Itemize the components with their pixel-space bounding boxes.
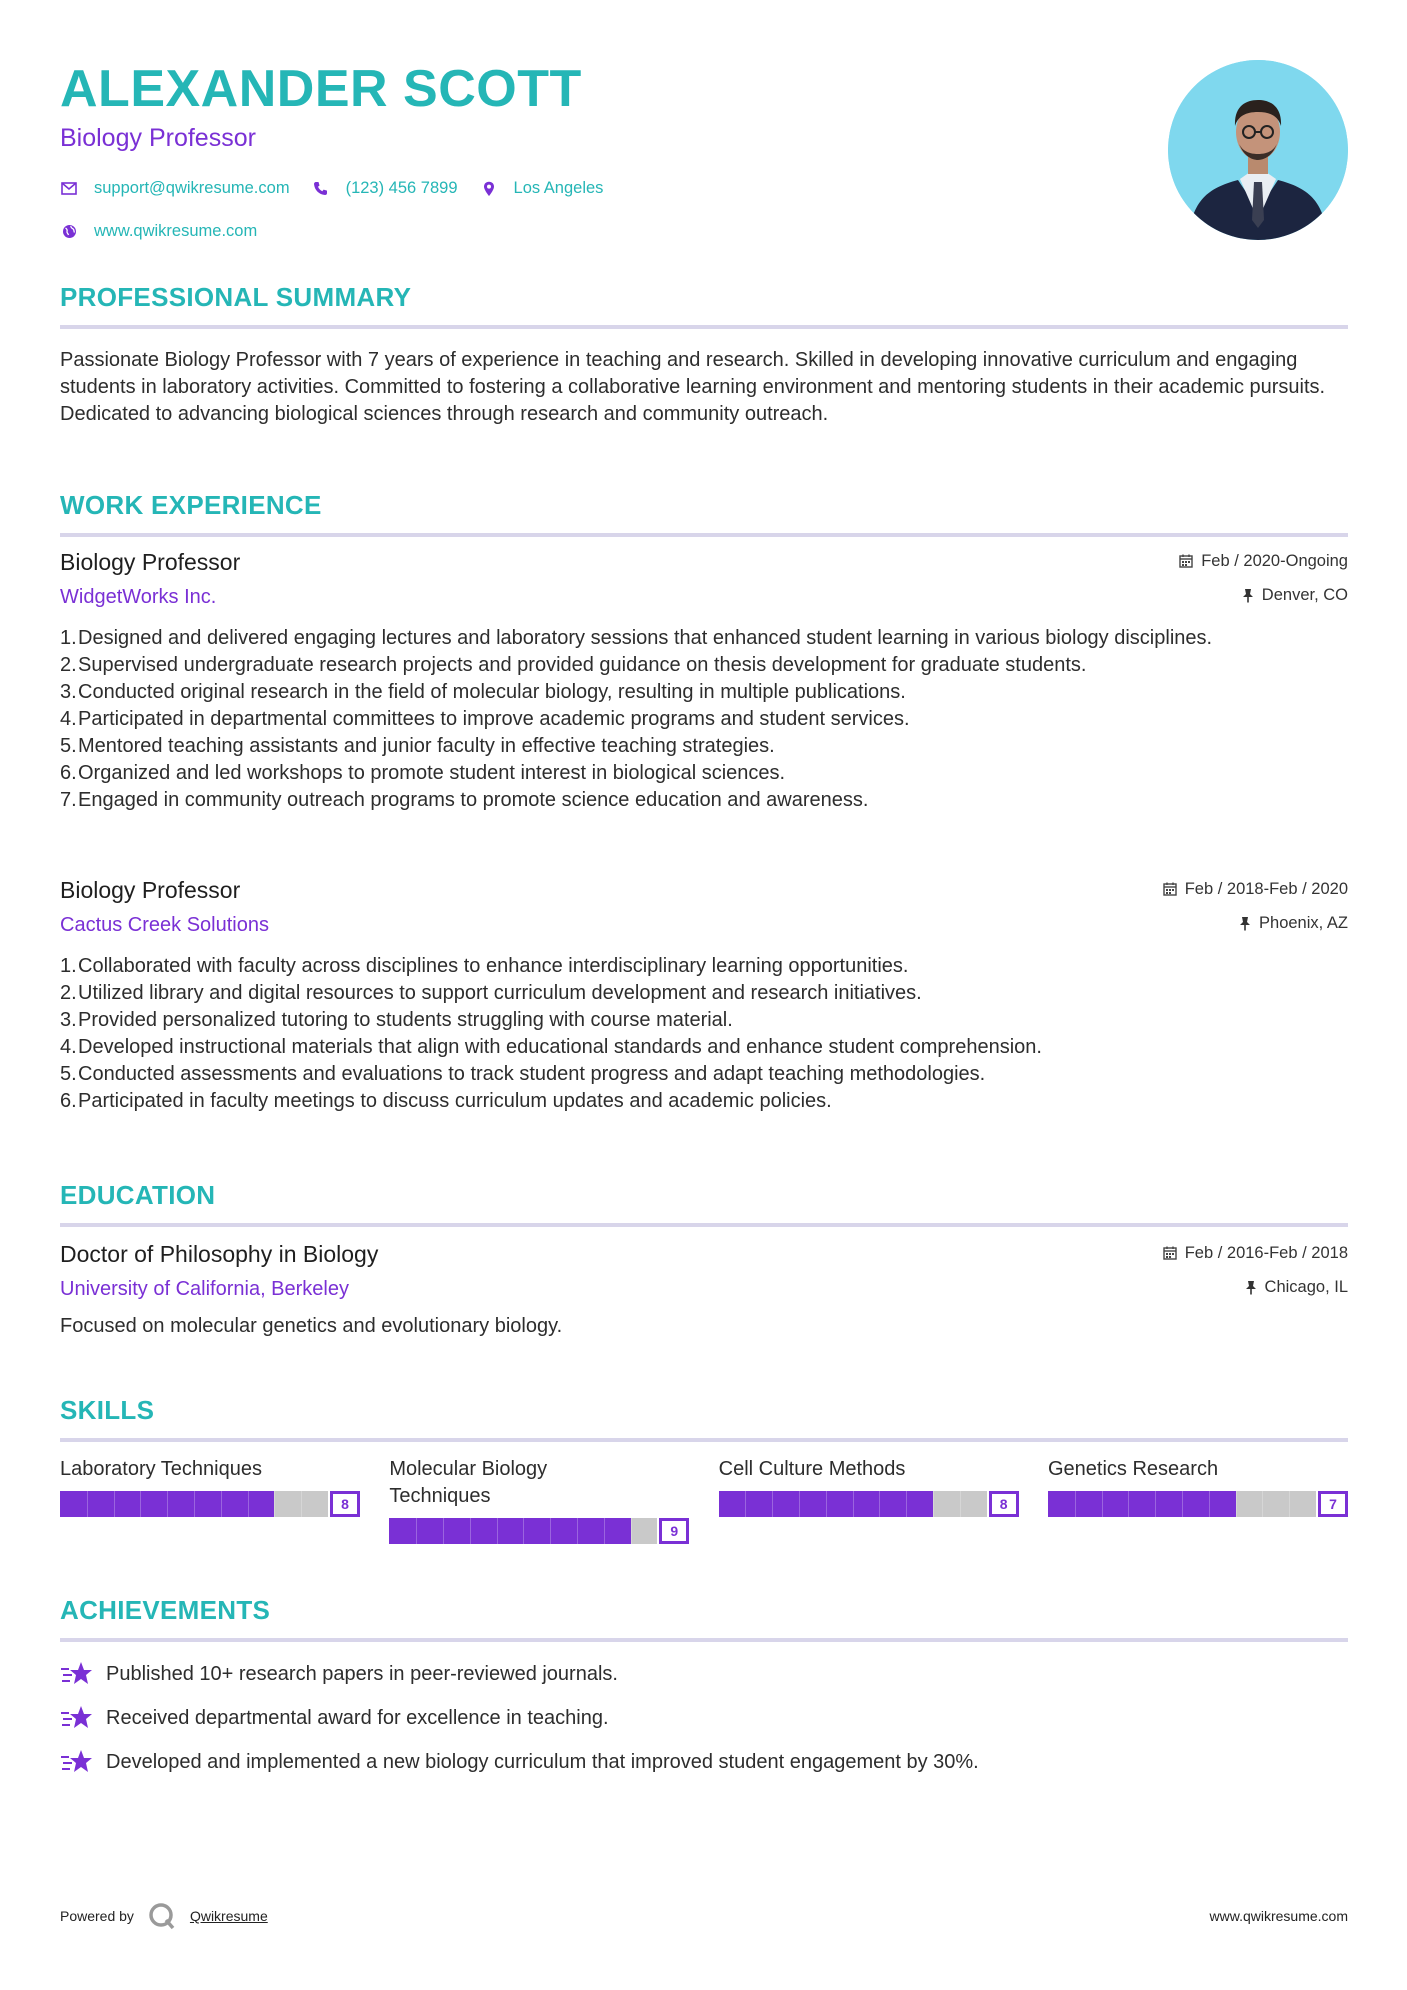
job-meta: [1163, 877, 1348, 935]
skill-bar-segment: [826, 1491, 827, 1517]
job-location-text: Phoenix, AZ: [1259, 913, 1348, 932]
calendar-icon: [1179, 554, 1193, 568]
skill-bar-segment: [853, 1491, 854, 1517]
skill-name: Laboratory Techniques: [60, 1458, 262, 1480]
skill-item: [60, 1456, 360, 1544]
job-location-text: Denver, CO: [1261, 585, 1348, 604]
skill-bar-segment: [879, 1491, 880, 1517]
contact-location: [480, 179, 604, 198]
contact-website[interactable]: [60, 222, 257, 241]
skill-bar-segment: [1155, 1491, 1156, 1517]
skill-score: 7: [1318, 1491, 1348, 1517]
envelope-icon: [60, 180, 78, 198]
pushpin-icon: [1239, 916, 1251, 931]
job-location: [1163, 911, 1348, 935]
list-item: 1. Designed and delivered engaging lectures and laboratory sessions that enhanced student learning in various biology disciplines.: [60, 627, 1213, 649]
pushpin-icon: [1242, 588, 1254, 603]
job-company: WidgetWorks Inc.: [60, 586, 217, 608]
skill-item: [389, 1456, 689, 1544]
skill-bar: [60, 1491, 360, 1517]
education-location: [1163, 1275, 1348, 1299]
list-item: 5. Conducted assessments and evaluations to track student progress and adapt teaching methodologies.: [60, 1063, 986, 1085]
phone-text: (123) 456 7899: [345, 179, 458, 197]
skill-bar-segment: [443, 1518, 444, 1544]
job-dates: [1179, 549, 1348, 573]
section-divider: [60, 1223, 1348, 1227]
skill-bar-segment: [523, 1518, 524, 1544]
achievement-text: Published 10+ research papers in peer-reviewed journals.: [106, 1662, 618, 1685]
skill-bar: [389, 1518, 689, 1544]
skill-bar-segment: [799, 1491, 800, 1517]
skill-bar: [1048, 1491, 1348, 1517]
skill-bar-track: [60, 1491, 328, 1517]
contact-email[interactable]: [60, 179, 290, 198]
experience-title: WORK EXPERIENCE: [60, 490, 322, 520]
skill-bar-segment: [470, 1518, 471, 1544]
skill-bar-fill: [389, 1518, 630, 1544]
skill-bar-track: [389, 1518, 657, 1544]
map-pin-icon: [480, 180, 498, 198]
skill-bar-fill: [1048, 1491, 1236, 1517]
section-divider: [60, 1638, 1348, 1642]
skill-bar-segment: [631, 1518, 632, 1544]
skill-bar-segment: [1128, 1491, 1129, 1517]
job-dates: [1163, 877, 1348, 901]
section-divider: [60, 1438, 1348, 1442]
list-item: 3. Conducted original research in the field of molecular biology, resulting in multiple publications.: [60, 681, 906, 703]
school-name: University of California, Berkeley: [60, 1278, 349, 1300]
skill-item: [1048, 1456, 1348, 1544]
skill-name: Cell Culture Methods: [718, 1458, 906, 1480]
footer-website[interactable]: www.qwikresume.com: [1209, 1908, 1348, 1924]
phone-icon: [312, 180, 330, 198]
skill-bar-segment: [416, 1518, 417, 1544]
education-location-text: Chicago, IL: [1264, 1277, 1348, 1296]
job-bullets: [60, 953, 1348, 1115]
skill-bar-segment: [497, 1518, 498, 1544]
powered-by: [60, 1902, 268, 1930]
job-meta: [1179, 549, 1348, 607]
skill-bar-segment: [960, 1491, 961, 1517]
skill-score: 8: [330, 1491, 360, 1517]
section-divider: [60, 533, 1348, 537]
skill-bar-segment: [274, 1491, 275, 1517]
skill-bar-segment: [577, 1518, 578, 1544]
website-text: www.qwikresume.com: [94, 222, 258, 240]
skill-bar-segment: [248, 1491, 249, 1517]
job-bullets: [60, 625, 1348, 814]
job-dates-text: Feb / 2020-Ongoing: [1201, 551, 1348, 570]
education-entry: [60, 1241, 1348, 1340]
skill-bar-track: [719, 1491, 987, 1517]
skill-name: Molecular Biology Techniques: [389, 1458, 548, 1507]
skill-bar-segment: [1262, 1491, 1263, 1517]
list-item: 4. Participated in departmental committees to improve academic programs and student services.: [60, 708, 910, 730]
skill-bar-track: [1048, 1491, 1316, 1517]
education-title: EDUCATION: [60, 1180, 216, 1210]
summary-title: PROFESSIONAL SUMMARY: [60, 282, 412, 312]
experience-section: [60, 490, 1348, 537]
header: [60, 58, 1060, 241]
profile-photo: [1168, 60, 1348, 240]
list-item: 3. Provided personalized tutoring to students struggling with course material.: [60, 1009, 733, 1031]
contact-row-2: [60, 222, 1060, 241]
contact-row: [60, 179, 1060, 198]
skill-bar-segment: [1209, 1491, 1210, 1517]
skill-bar-segment: [301, 1491, 302, 1517]
star-award-icon: [60, 1747, 94, 1777]
skill-bar-segment: [906, 1491, 907, 1517]
skill-bar-segment: [1075, 1491, 1076, 1517]
summary-section: [60, 282, 1348, 428]
calendar-icon: [1163, 882, 1177, 896]
achievements-section: [60, 1595, 1348, 1642]
pushpin-icon: [1245, 1280, 1257, 1295]
job-location: [1179, 583, 1348, 607]
degree-title: Doctor of Philosophy in Biology: [60, 1241, 379, 1267]
candidate-role: Biology Professor: [60, 124, 256, 152]
achievements-list: [60, 1652, 1348, 1784]
education-section: [60, 1180, 1348, 1227]
list-item: 4. Developed instructional materials that align with educational standards and enhance student comprehension.: [60, 1036, 1042, 1058]
section-divider: [60, 325, 1348, 329]
list-item: 6. Organized and led workshops to promote student interest in biological sciences.: [60, 762, 786, 784]
list-item: [60, 1652, 1348, 1696]
skill-bar-segment: [194, 1491, 195, 1517]
list-item: 2. Supervised undergraduate research projects and provided guidance on thesis development for graduate students.: [60, 654, 1087, 676]
list-item: [60, 1696, 1348, 1740]
skill-bar-segment: [745, 1491, 746, 1517]
skill-score: 8: [989, 1491, 1019, 1517]
skills-title: SKILLS: [60, 1395, 155, 1425]
list-item: 5. Mentored teaching assistants and junior faculty in effective teaching strategies.: [60, 735, 775, 757]
job-entry: [60, 877, 1348, 1115]
qwikresume-logo-icon: [148, 1902, 176, 1930]
education-dates: [1163, 1241, 1348, 1265]
skill-bar-segment: [114, 1491, 115, 1517]
calendar-icon: [1163, 1246, 1177, 1260]
powered-by-label: Powered by: [60, 1908, 134, 1924]
globe-icon: [60, 223, 78, 241]
star-award-icon: [60, 1703, 94, 1733]
education-description: Focused on molecular genetics and evolutionary biology.: [60, 1315, 563, 1337]
achievements-title: ACHIEVEMENTS: [60, 1595, 271, 1625]
achievement-text: Developed and implemented a new biology curriculum that improved student engagement by 30%.: [106, 1750, 979, 1773]
job-entry: [60, 549, 1348, 814]
skill-bar: [719, 1491, 1019, 1517]
skill-bar-segment: [1182, 1491, 1183, 1517]
brand-link[interactable]: Qwikresume: [189, 1908, 268, 1924]
list-item: 1. Collaborated with faculty across disciplines to enhance interdisciplinary learning opportunities.: [60, 955, 909, 977]
skills-section: [60, 1395, 1348, 1442]
skill-bar-segment: [604, 1518, 605, 1544]
star-award-icon: [60, 1659, 94, 1689]
skill-bar-segment: [1236, 1491, 1237, 1517]
skill-bar-segment: [933, 1491, 934, 1517]
contact-phone[interactable]: [312, 179, 458, 198]
candidate-name: ALEXANDER SCOTT: [60, 60, 582, 118]
education-meta: [1163, 1241, 1348, 1299]
achievement-text: Received departmental award for excellence in teaching.: [106, 1706, 609, 1729]
education-dates-text: Feb / 2016-Feb / 2018: [1184, 1243, 1348, 1262]
skill-name: Genetics Research: [1047, 1458, 1219, 1480]
list-item: 6. Participated in faculty meetings to discuss curriculum updates and academic policies.: [60, 1090, 832, 1112]
skill-bar-segment: [772, 1491, 773, 1517]
job-company: Cactus Creek Solutions: [60, 914, 269, 936]
email-text: support@qwikresume.com: [94, 179, 290, 197]
skill-bar-segment: [1289, 1491, 1290, 1517]
skill-bar-segment: [1102, 1491, 1103, 1517]
list-item: [60, 1740, 1348, 1784]
skill-item: [719, 1456, 1019, 1544]
skill-bar-segment: [140, 1491, 141, 1517]
location-text: Los Angeles: [513, 179, 604, 197]
skill-bar-segment: [221, 1491, 222, 1517]
footer: [60, 1898, 1348, 1934]
summary-text: Passionate Biology Professor with 7 years of experience in teaching and research. Skilled in developing innovative curriculum and engaging students in laboratory activities. Committed to fostering a collaborative learning environment and mentoring students in their academic pursuits. Dedicated to advancing biological sciences through research and community outreach.: [60, 349, 1326, 425]
skill-bar-segment: [87, 1491, 88, 1517]
skill-bar-segment: [550, 1518, 551, 1544]
list-item: 7. Engaged in community outreach programs to promote science education and awareness.: [60, 789, 869, 811]
job-dates-text: Feb / 2018-Feb / 2020: [1184, 879, 1348, 898]
skill-bar-segment: [167, 1491, 168, 1517]
job-title: Biology Professor: [60, 549, 241, 575]
job-title: Biology Professor: [60, 877, 241, 903]
skills-list: [60, 1456, 1348, 1544]
skill-score: 9: [659, 1518, 689, 1544]
list-item: 2. Utilized library and digital resources to support curriculum development and research initiatives.: [60, 982, 922, 1004]
